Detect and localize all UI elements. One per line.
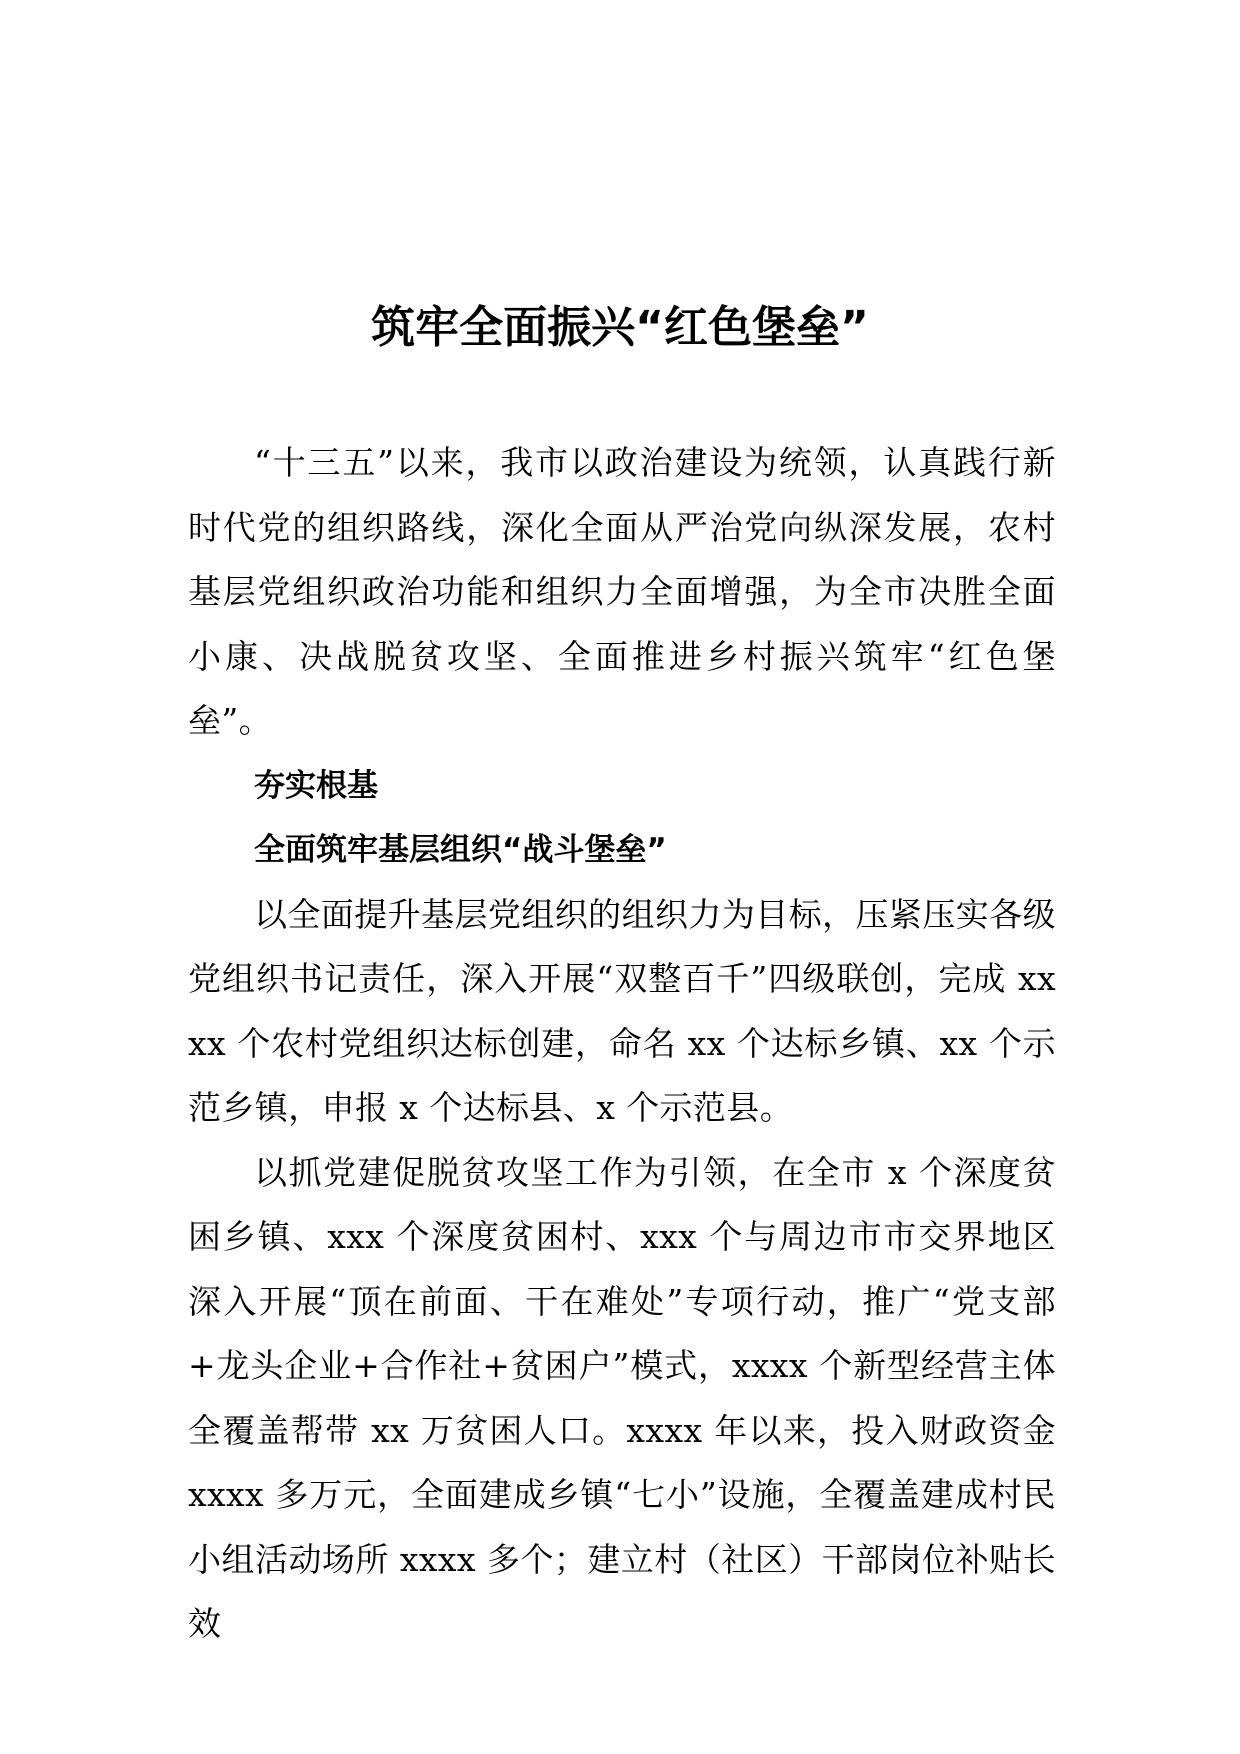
paragraph-intro: “十三五”以来，我市以政治建设为统领，认真践行新时代党的组织路线，深化全面从严治党向纵深发展，农村基层党组织政治功能和组织力全面增强，为全市决胜全面小康、决战脱贫攻坚、全面推进乡村振兴筑牢“红色堡垒”。 — [188, 443, 1056, 740]
paragraph-organization: 以全面提升基层党组织的组织力为目标，压紧压实各级党组织书记责任，深入开展“双整百千”四级联创，完成 xxxx 个农村党组织达标创建，命名 xx 个达标乡镇、xx 个示范乡镇，申报 x 个达标县、x 个示范县。 — [188, 894, 1056, 1127]
document-body — [188, 431, 1056, 1657]
paragraph-poverty-alleviation: 以抓党建促脱贫攻坚工作为引领，在全市 x 个深度贫困乡镇、xxx 个深度贫困村、xxx 个与周边市市交界地区深入开展“顶在前面、干在难处”专项行动，推广“党支部+龙头企业+合作社+贫困户”模式，xxxx 个新型经营主体全覆盖帮带 xx 万贫困人口。xxxx 年以来，投入财政资金 xxxx 多万元，全面建成乡镇“七小”设施，全覆盖建成村民小组活动场所 xxxx 多个；建立村（社区）干部岗位补贴长效 — [188, 1152, 1056, 1643]
section-heading: 夯实根基 — [254, 767, 378, 804]
section-subheading: 全面筑牢基层组织“战斗堡垒” — [254, 832, 667, 868]
document-title: 筑牢全面振兴“红色堡垒” — [371, 302, 869, 353]
